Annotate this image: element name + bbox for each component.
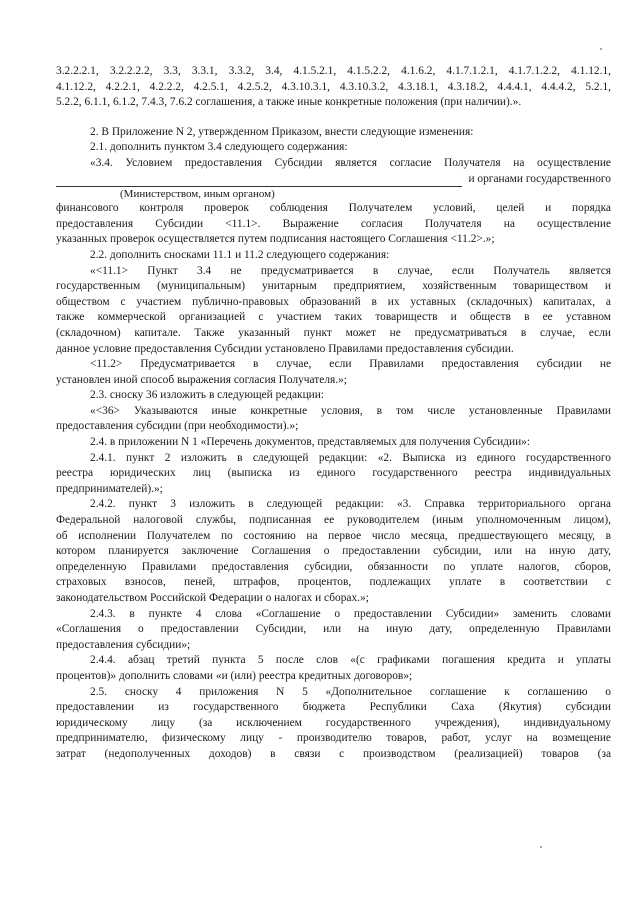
text-line: предоставления субсидии (при необходимости).»;	[56, 420, 299, 433]
text-line: 5.2.2, 6.1.1, 6.1.2, 7.4.3, 7.6.2 соглашения, а также иные конкретные положения (при наличии).».	[56, 96, 522, 109]
text-line: 2.4.1. пункт 2 изложить в следующей редакции: «2. Выписка из единого государственного	[90, 451, 611, 464]
text-line: 2.3. сноску 36 изложить в следующей редакции:	[90, 389, 325, 402]
blank-caption: (Министерством, иным органом)	[120, 188, 275, 201]
text-line: «3.4. Условием предоставления Субсидии является согласие Получателя на осуществление	[90, 156, 611, 169]
text-line: котором планируется заключение Соглашения о предоставлении субсидии, или на иную дату,	[56, 545, 611, 558]
text-line: (складочном) капитале. Также указанный пункт может не предусматриваться в случае, если	[56, 326, 611, 339]
scan-speck	[600, 48, 602, 50]
text-line: и органами государственного	[468, 172, 611, 185]
text-line: установлен иной способ выражения согласия Получателя.»;	[56, 373, 347, 386]
fill-in-blank	[56, 175, 462, 187]
text-line: 3.2.2.2.1, 3.2.2.2.2, 3.3, 3.3.1, 3.3.2, 3.4, 4.1.5.2.1, 4.1.5.2.2, 4.1.6.2, 4.1.7.1.2.1, 4.1.7.1.2.2, 4.1.12.1,	[56, 65, 611, 77]
text-line: 2.2. дополнить сносками 11.1 и 11.2 следующего содержания:	[90, 248, 390, 261]
text-line: предоставлении из государственного бюджета Республики Саха (Якутия) субсидии	[56, 701, 611, 714]
text-line: обществом с участием публично-правовых образований в их уставных (складочных) капиталах, а	[56, 295, 611, 308]
text-line: 2.4. в приложении N 1 «Перечень документов, представляемых для получения Субсидии»:	[90, 436, 531, 449]
text-line: финансового контроля проверок соблюдения Получателем условий, целей и порядка	[56, 202, 611, 215]
text-line: 2.4.3. в пункте 4 слова «Соглашение о предоставлении Субсидии» заменить словами	[90, 607, 611, 620]
text-line: данное условие предоставления Субсидии установлено Правилами предоставления субсидии.	[56, 342, 514, 355]
text-line: 2.5. сноску 4 приложения N 5 «Дополнительное соглашение к соглашению о	[90, 685, 611, 698]
text-line: страховых взносов, пеней, штрафов, процентов, подлежащих уплате в соответствии с	[56, 576, 611, 589]
text-line: предоставления Субсидии <11.1>. Выражение согласия Получателя на осуществление	[56, 217, 611, 230]
scan-speck	[540, 846, 542, 848]
text-line: «<11.1> Пункт 3.4 не предусматривается в случае, если Получатель является	[90, 264, 611, 277]
text-line: 2.1. дополнить пунктом 3.4 следующего содержания:	[90, 141, 348, 154]
text-line: реестра юридических лиц (выписка из единого государственного реестра индивидуальных	[56, 467, 611, 480]
text-line: об исполнении Получателем по состоянию на первое число месяца, предшествующего месяцу, в	[56, 529, 611, 542]
document-page	[56, 64, 611, 763]
text-line: процентов)» дополнить словами «и (или) реестра кредитных договоров»;	[56, 669, 413, 682]
text-line: Федеральной налоговой службы, подписанная ее руководителем (иным уполномоченным лицом),	[56, 514, 611, 527]
section-heading: 2. В Приложение N 2, утвержденном Приказом, внести следующие изменения:	[90, 125, 474, 138]
text-line: указанных проверок осуществляется путем подписания настоящего Соглашения <11.2>.»;	[56, 233, 495, 246]
text-line: «Соглашения о предоставлении Субсидии, или на иную дату, определенную Правилами	[56, 623, 611, 636]
text-line: 4.1.12.2, 4.2.2.1, 4.2.2.2, 4.2.5.1, 4.2.5.2, 4.3.10.3.1, 4.3.10.3.2, 4.3.18.1, 4.3.18.2, 4.4.4.1, 4.4.4.2, 5.2.1,	[56, 80, 611, 93]
text-line: 2.4.2. пункт 3 изложить в следующей редакции: «3. Справка территориального органа	[90, 498, 611, 511]
text-line: <11.2> Предусматривается в случае, если Правилами предоставления субсидии не	[90, 358, 611, 371]
text-line: юридическому лицу (за исключением государственного учреждения), индивидуальному	[56, 716, 611, 729]
text-line: предоставления субсидии»;	[56, 638, 191, 651]
text-line: также коммерческой организацией с участием таких товариществ и обществ в ее уставном	[56, 311, 611, 324]
text-line: предпринимателю, физическому лицу - производителю товаров, работ, услуг на возмещение	[56, 732, 611, 745]
text-line: «<36> Указываются иные конкретные условия, в том числе установленные Правилами	[90, 404, 611, 417]
text-line: предпринимателей).»;	[56, 482, 163, 495]
fill-in-blank-row	[56, 172, 611, 188]
text-line: 2.4.4. абзац третий пункта 5 после слов «(с графиками погашения кредита и уплаты	[90, 654, 611, 667]
text-line: законодательством Российской Федерации о налогах и сборах.»;	[56, 592, 369, 604]
text-line: затрат (недополученных доходов) в связи с производством (реализацией) товаров (за	[56, 747, 611, 760]
text-line: определенную Правилами предоставления субсидии, обязанности по уплате налогов, сборов,	[56, 560, 611, 573]
text-line: государственным (муниципальным) унитарным предприятием, хозяйственным товариществом и	[56, 280, 611, 293]
